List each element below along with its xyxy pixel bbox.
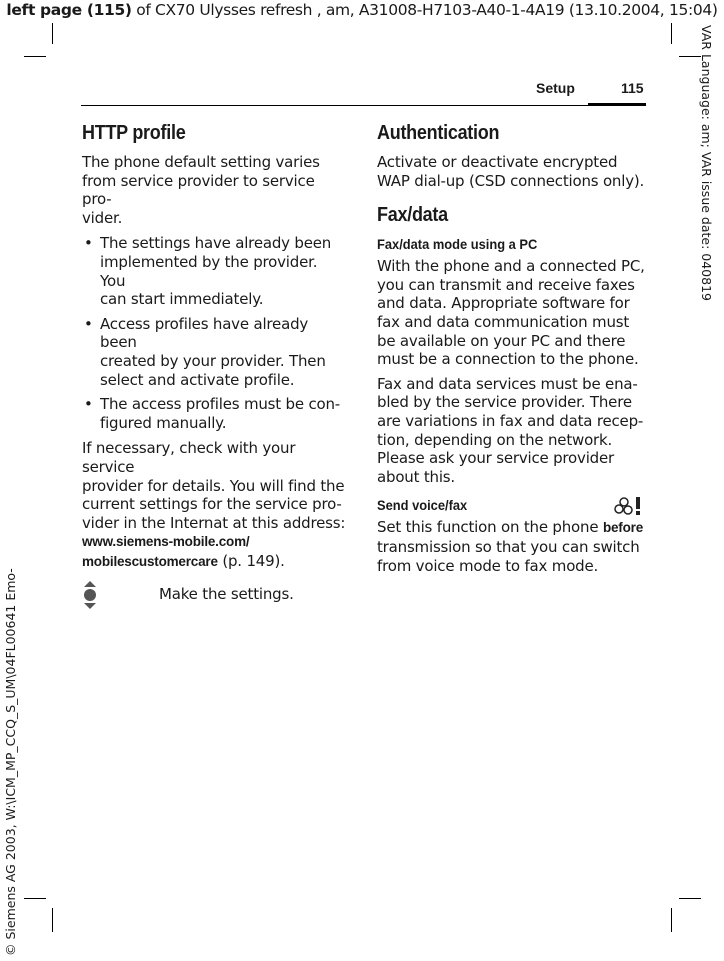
- running-header-section: Setup: [536, 80, 575, 96]
- http-profile-bullets: [82, 234, 347, 432]
- send-voice-fax-title: Send voice/fax: [377, 497, 468, 514]
- customer-care-link-cont: mobilescustomercare: [82, 553, 218, 569]
- running-header-page-number: 115: [621, 80, 644, 96]
- list-item: • The access profiles must be con- figured manually.: [84, 395, 340, 432]
- fax-data-title: Fax/data: [377, 204, 448, 227]
- header-tab: [588, 103, 646, 106]
- send-voice-fax-icons: [613, 496, 643, 520]
- fax-data-pc-text: With the phone and a connected PC, you can transmit and receive faxes and data. Appropriate software for fax and data communication must be available on your PC and there must be a connection to the phone.: [377, 257, 645, 369]
- list-item: • Access profiles have already been created by your provider. Then select and activate profile.: [84, 314, 326, 389]
- network-dependent-icon: [613, 496, 643, 516]
- list-item: • The settings have already been implemented by the provider. You can start immediately.: [84, 234, 332, 309]
- header-rule: [81, 105, 646, 106]
- left-column: [82, 120, 347, 610]
- authentication-title: Authentication: [377, 122, 500, 144]
- fax-data-pc-title: Fax/data mode using a PC: [377, 236, 538, 253]
- make-settings-text: Make the settings.: [159, 585, 294, 604]
- make-settings-row: [82, 580, 347, 610]
- file-header: [0, 0, 724, 20]
- right-column: [377, 120, 647, 575]
- send-voice-fax-text: Set this function on the phone before transmission so that you can switch from voice mode to fax mode.: [377, 518, 643, 575]
- file-header-bold: left page (115): [6, 1, 132, 19]
- navigation-key-icon: [82, 580, 98, 614]
- file-header-rest: of CX70 Ulysses refresh , am, A31008-H7103-A40-1-4A19 (13.10.2004, 15:04): [131, 1, 718, 19]
- http-profile-title: HTTP profile: [82, 122, 186, 144]
- send-voice-fax-row: [377, 496, 647, 514]
- http-profile-intro: The phone default setting varies from service provider to service pro- vider.: [82, 153, 320, 227]
- side-note-right: VAR Language: am; VAR issue date: 040819: [699, 25, 714, 301]
- customer-care-link: www.siemens-mobile.com/: [82, 534, 250, 550]
- service-provider-note: If necessary, check with your service provider for details. You will find the current settings for the service pro- vider in the Internat at this address: www.siemens-mobile.com/ mobilescustomercare (p. 149).: [82, 439, 346, 570]
- side-note-left: © Siemens AG 2003, W:\ICM_MP_CCQ_S_UM\04FL00641 Emo-: [3, 568, 18, 956]
- authentication-text: Activate or deactivate encrypted WAP dial-up (CSD connections only).: [377, 153, 645, 190]
- fax-services-text: Fax and data services must be ena- bled by the service provider. There are variations in fax and data recep- tion, depending on the network. Please ask your service provider about this.: [377, 374, 644, 486]
